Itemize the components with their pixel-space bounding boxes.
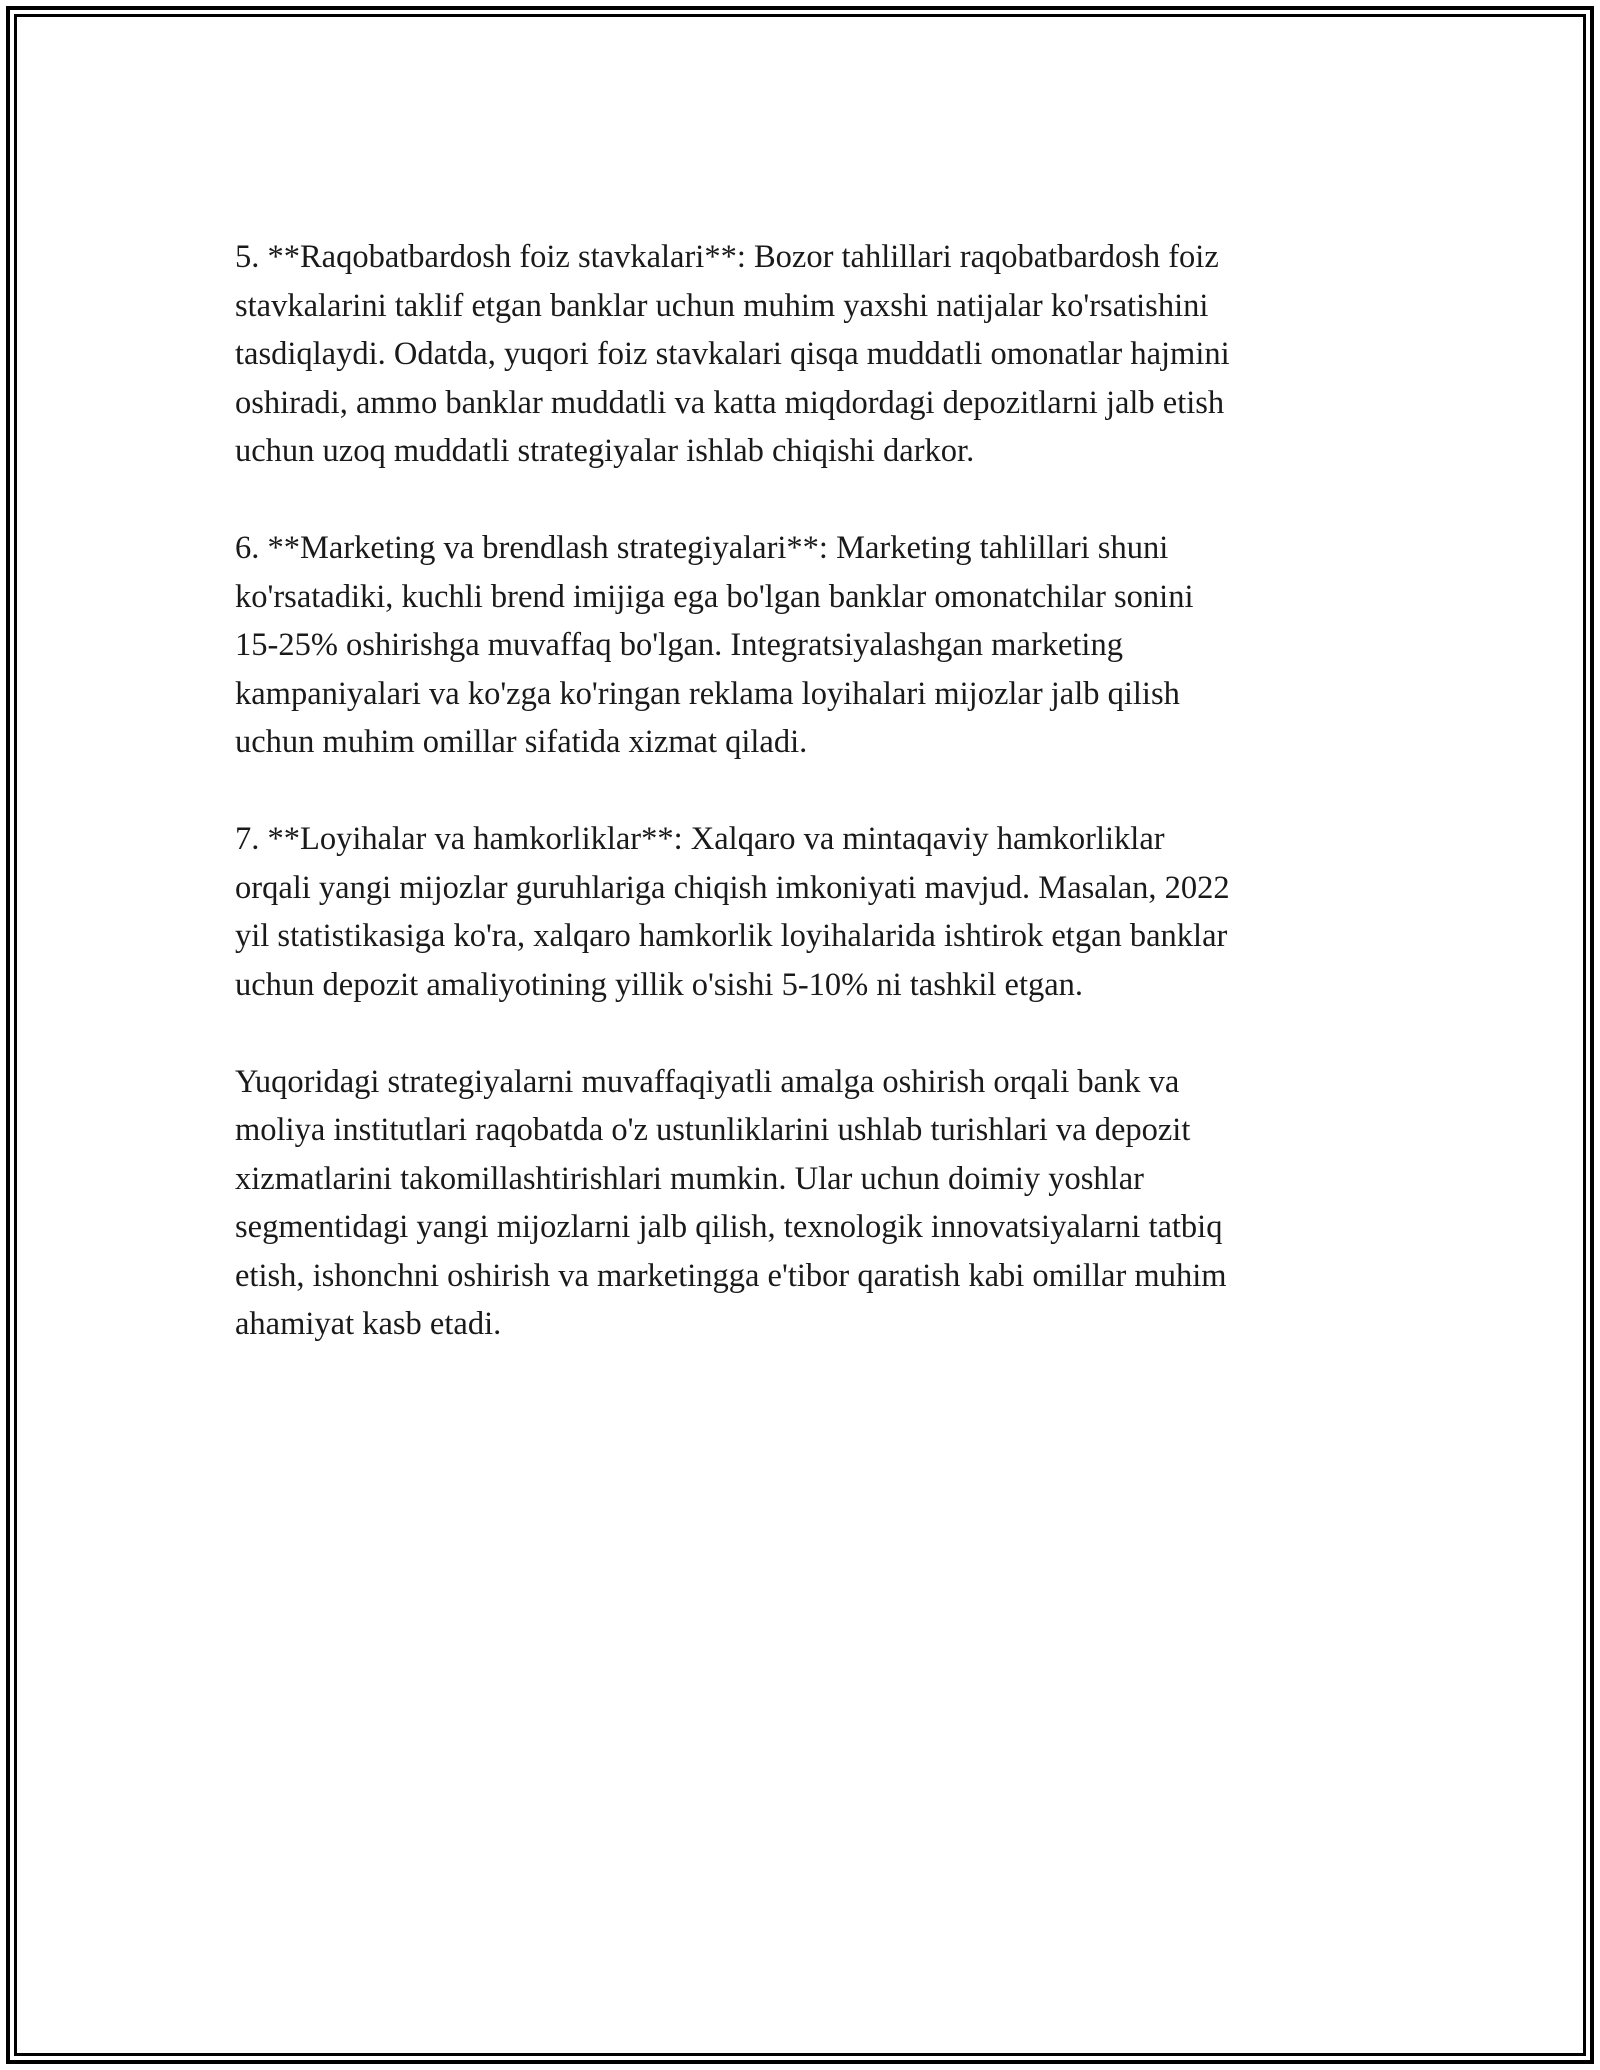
paragraph-marketing-branding: 6. **Marketing va brendlash strategiyalari**: Marketing tahlillari shuni ko'rsatadiki, kuchli brend imijiga ega bo'lgan banklar omonatchilar sonini 15-25% oshirishga muvaffaq bo'lgan. Integratsiyalashgan marketing kampaniyalari va ko'zga ko'ringan reklama loyihalari mijozlar jalb qilish uchun muhim omillar sifatida xizmat qiladi. bbox=[235, 530, 1194, 760]
paragraph-competitive-interest-rates: 5. **Raqobatbardosh foiz stavkalari**: Bozor tahlillari raqobatbardosh foiz stavkalarini taklif etgan banklar uchun muhim yaxshi natijalar ko'rsatishini tasdiqlaydi. Odatda, yuqori foiz stavkalari qisqa muddatli omonatlar hajmini oshiradi, ammo banklar muddatli va katta miqdordagi depozitlarni jalb etish uchun uzoq muddatli strategiyalar ishlab chiqishi darkor. bbox=[235, 239, 1230, 469]
paragraph-conclusion: Yuqoridagi strategiyalarni muvaffaqiyatli amalga oshirish orqali bank va moliya institutlari raqobatda o'z ustunliklarini ushlab turishlari va depozit xizmatlarini takomillashtirishlari mumkin. Ular uchun doimiy yoshlar segmentidagi yangi mijozlarni jalb qilish, texnologik innovatsiyalarni tatbiq etish, ishonchni oshirish va marketingga e'tibor qaratish kabi omillar muhim ahamiyat kasb etadi. bbox=[235, 1063, 1227, 1342]
paragraph-projects-partnerships: 7. **Loyihalar va hamkorliklar**: Xalqaro va mintaqaviy hamkorliklar orqali yangi mijozlar guruhlariga chiqish imkoniyati mavjud. Masalan, 2022 yil statistikasiga ko'ra, xalqaro hamkorlik loyihalarida ishtirok etgan banklar uchun depozit amaliyotining yillik o'sishi 5-10% ni tashkil etgan. bbox=[235, 821, 1230, 1003]
document-body bbox=[235, 233, 1370, 1397]
